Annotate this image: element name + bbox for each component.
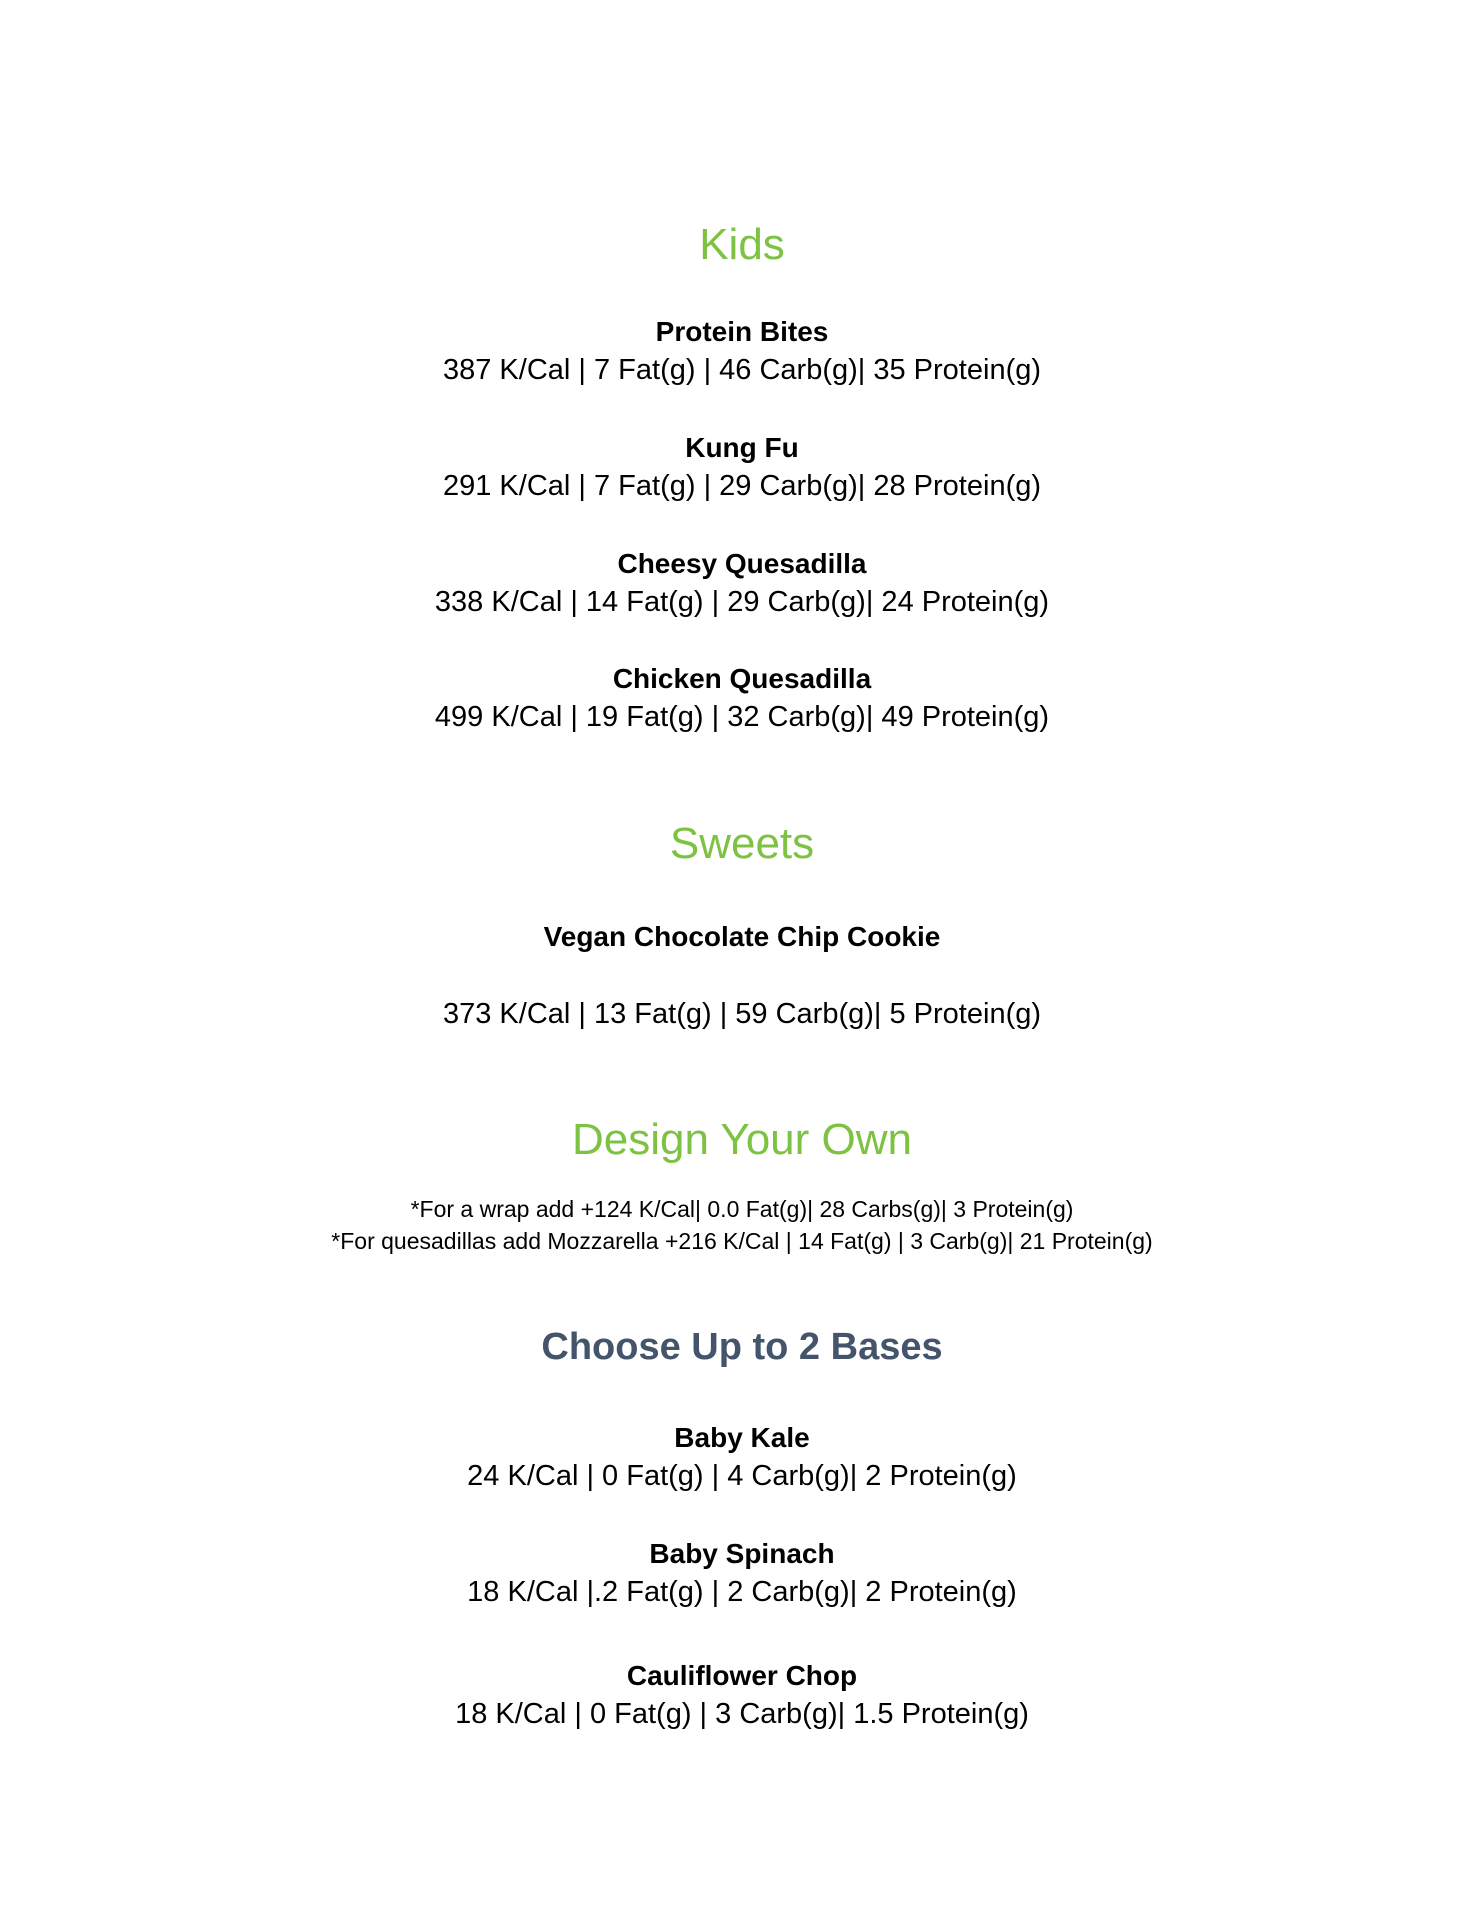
menu-item-name: Baby Spinach bbox=[649, 1538, 835, 1569]
menu-item-nutrition: 387 K/Cal | 7 Fat(g) | 46 Carb(g)| 35 Protein(g) bbox=[442, 354, 1042, 386]
note-quesadilla: *For quesadillas add Mozzarella +216 K/Cal | 14 Fat(g) | 3 Carb(g)| 21 Protein(g) bbox=[331, 1228, 1153, 1254]
section-heading-design-your-own: Design Your Own bbox=[572, 1115, 912, 1164]
menu-item-nutrition: 373 K/Cal | 13 Fat(g) | 59 Carb(g)| 5 Protein(g) bbox=[442, 998, 1042, 1030]
section-heading-kids: Kids bbox=[699, 220, 785, 269]
menu-item-name: Vegan Chocolate Chip Cookie bbox=[543, 921, 941, 952]
menu-item-name: Protein Bites bbox=[655, 316, 829, 347]
menu-item-nutrition: 18 K/Cal |.2 Fat(g) | 2 Carb(g)| 2 Protein(g) bbox=[467, 1576, 1017, 1608]
section-heading-sweets: Sweets bbox=[669, 819, 815, 868]
note-wrap: *For a wrap add +124 K/Cal| 0.0 Fat(g)| 28 Carbs(g)| 3 Protein(g) bbox=[410, 1196, 1074, 1222]
menu-item-name: Chicken Quesadilla bbox=[612, 663, 872, 694]
menu-item-nutrition: 24 K/Cal | 0 Fat(g) | 4 Carb(g)| 2 Protein(g) bbox=[467, 1460, 1017, 1492]
menu-item-name: Baby Kale bbox=[674, 1422, 810, 1453]
menu-item-name: Cheesy Quesadilla bbox=[617, 548, 867, 579]
menu-item-nutrition: 291 K/Cal | 7 Fat(g) | 29 Carb(g)| 28 Protein(g) bbox=[442, 470, 1042, 502]
section-heading-bases: Choose Up to 2 Bases bbox=[541, 1326, 943, 1368]
menu-item-nutrition: 499 K/Cal | 19 Fat(g) | 32 Carb(g)| 49 Protein(g) bbox=[434, 701, 1050, 733]
menu-item-nutrition: 18 K/Cal | 0 Fat(g) | 3 Carb(g)| 1.5 Protein(g) bbox=[455, 1698, 1029, 1730]
menu-item-nutrition: 338 K/Cal | 14 Fat(g) | 29 Carb(g)| 24 Protein(g) bbox=[434, 586, 1050, 618]
menu-item-name: Kung Fu bbox=[685, 432, 799, 463]
menu-item-name: Cauliflower Chop bbox=[626, 1660, 858, 1691]
